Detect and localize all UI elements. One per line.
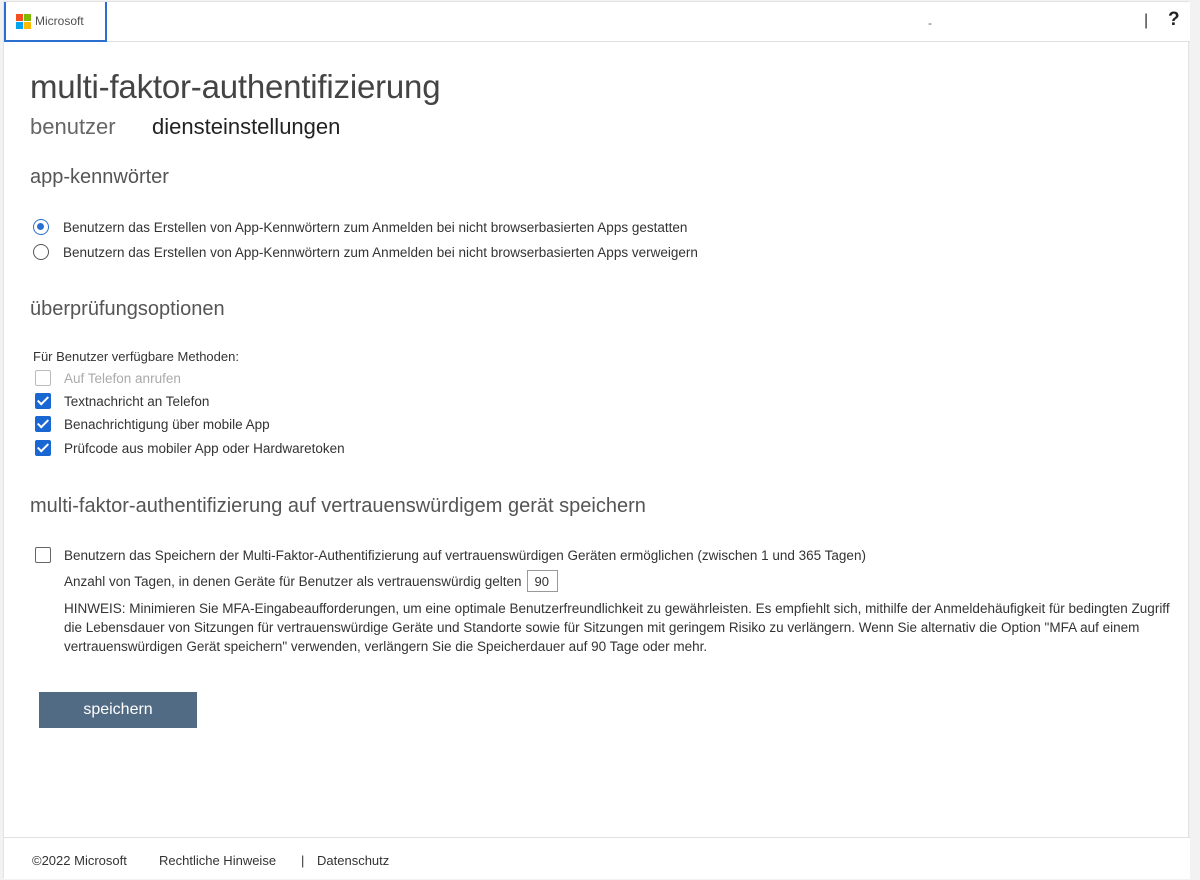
deny-app-passwords-label: Benutzern das Erstellen von App-Kennwörtern zum Anmelden bei nicht browserbasierten Apps verweigern bbox=[63, 244, 698, 260]
page-title: multi-faktor-authentifizierung bbox=[30, 68, 441, 105]
header-separator: | bbox=[1144, 12, 1149, 29]
method-call-phone-label: Auf Telefon anrufen bbox=[64, 370, 181, 386]
tab-service-settings[interactable]: diensteinstellungen bbox=[152, 114, 341, 139]
page-frame bbox=[3, 1, 1189, 878]
top-bar bbox=[4, 2, 1190, 42]
footer-legal-link[interactable]: Rechtliche Hinweise bbox=[159, 853, 277, 868]
allow-app-passwords-label: Benutzern das Erstellen von App-Kennwörtern zum Anmelden bei nicht browserbasierten Apps gestatten bbox=[63, 219, 688, 235]
footer-separator: | bbox=[301, 853, 305, 868]
trusted-days-row bbox=[64, 570, 558, 592]
app-passwords-heading: app-kennwörter bbox=[30, 166, 169, 188]
method-app-notification-checkbox[interactable] bbox=[35, 416, 51, 432]
method-app-notification[interactable] bbox=[35, 416, 270, 432]
method-text-message[interactable] bbox=[35, 393, 209, 409]
trusted-days-input[interactable] bbox=[527, 570, 558, 592]
method-app-notification-label: Benachrichtigung über mobile App bbox=[64, 416, 270, 432]
method-text-message-checkbox[interactable] bbox=[35, 393, 51, 409]
method-verification-code[interactable] bbox=[35, 440, 345, 456]
method-call-phone-checkbox bbox=[35, 370, 51, 386]
method-verification-code-checkbox[interactable] bbox=[35, 440, 51, 456]
microsoft-logo-icon bbox=[16, 14, 31, 29]
logo-text: Microsoft bbox=[35, 14, 84, 28]
remember-device-heading: multi-faktor-authentifizierung auf vertrauenswürdigem gerät speichern bbox=[30, 495, 646, 517]
allow-app-passwords-option[interactable] bbox=[33, 219, 687, 235]
footer-privacy-link[interactable]: Datenschutz bbox=[317, 853, 390, 868]
deny-app-passwords-radio[interactable] bbox=[33, 244, 49, 260]
method-verification-code-label: Prüfcode aus mobiler App oder Hardwaretoken bbox=[64, 440, 345, 456]
header-dash: - bbox=[928, 16, 932, 30]
tab-users[interactable]: benutzer bbox=[30, 114, 116, 139]
methods-label: Für Benutzer verfügbare Methoden: bbox=[33, 349, 239, 364]
mfa-note: HINWEIS: Minimieren Sie MFA-Eingabeaufforderungen, um eine optimale Benutzerfreundlichkeit zu gewährleisten. Es empfiehlt sich, mithilfe der Anmeldehäufigkeit für bedingten Zugriff die Lebensdauer von Sitzungen für vertrauenswürdige Geräte und Standorte sowie für Sitzungen mit geringem Risiko zu verlängern. Wenn Sie alternativ die Option "MFA auf einem vertrauenswürdigen Gerät speichern" verwenden, verlängern Sie die Speicherdauer auf 90 Tage oder mehr. bbox=[64, 601, 1170, 654]
allow-app-passwords-radio[interactable] bbox=[33, 219, 49, 235]
remember-device-label: Benutzern das Speichern der Multi-Faktor-Authentifizierung auf vertrauenswürdigen Geräten ermöglichen (zwischen 1 und 365 Tagen) bbox=[64, 547, 866, 563]
verification-options-heading: überprüfungsoptionen bbox=[30, 298, 225, 320]
method-text-message-label: Textnachricht an Telefon bbox=[64, 393, 210, 409]
footer bbox=[4, 837, 1190, 879]
remember-device-checkbox[interactable] bbox=[35, 547, 51, 563]
footer-copyright: ©2022 Microsoft bbox=[32, 853, 127, 868]
help-icon[interactable]: ? bbox=[1168, 9, 1180, 30]
remember-device-option[interactable] bbox=[35, 547, 866, 563]
trusted-days-label: Anzahl von Tagen, in denen Geräte für Benutzer als vertrauenswürdig gelten bbox=[64, 573, 522, 589]
microsoft-logo-link[interactable] bbox=[4, 2, 107, 42]
method-call-phone bbox=[35, 370, 181, 386]
deny-app-passwords-option[interactable] bbox=[33, 244, 698, 260]
save-button[interactable]: speichern bbox=[39, 692, 197, 728]
